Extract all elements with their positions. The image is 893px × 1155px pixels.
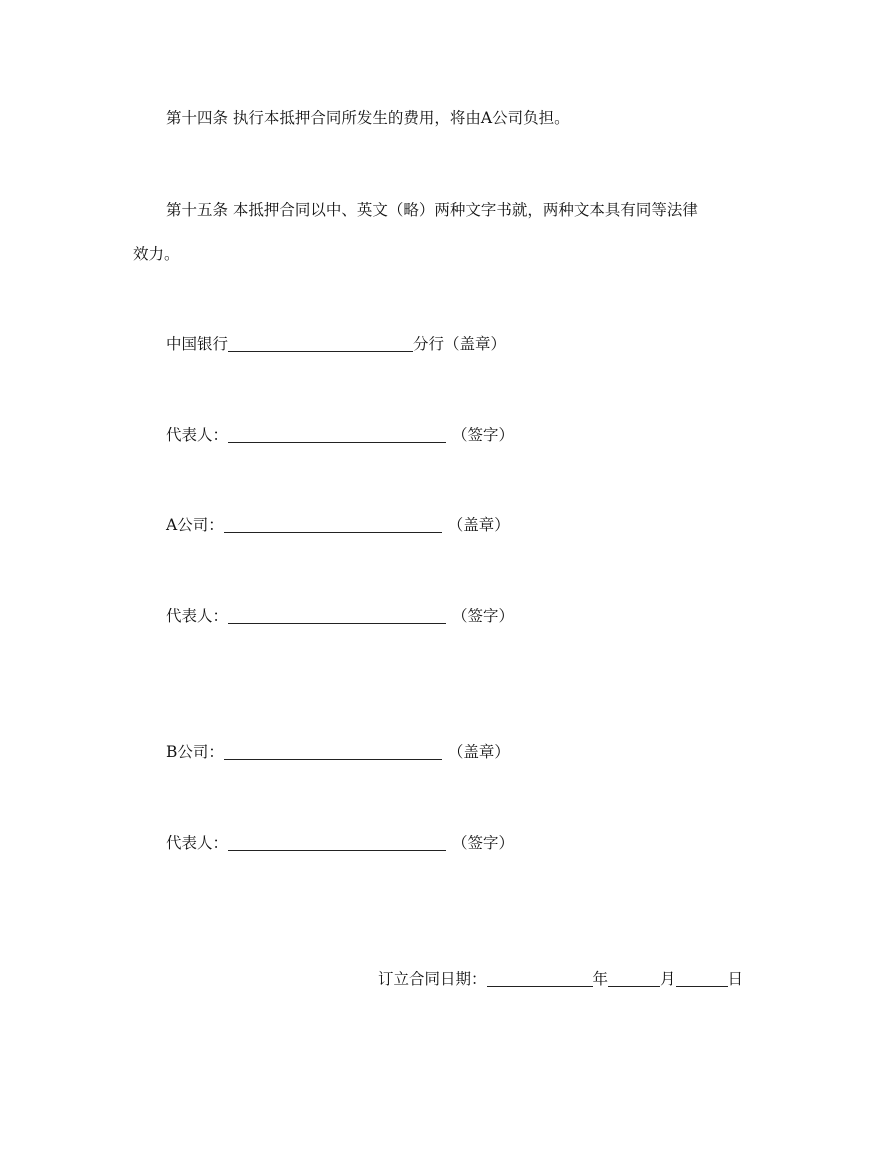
year-label: 年 [592,970,609,988]
company-b-row [166,742,510,762]
month-blank[interactable] [608,970,660,987]
company-b-rep-label: 代表人： [166,834,229,852]
bank-branch-blank[interactable] [228,335,413,352]
bank-seal-note: 分行（盖章） [413,335,507,353]
year-blank[interactable] [487,970,593,987]
company-a-rep-note: （签字） [452,607,515,625]
clause-15-line-1: 第十五条 本抵押合同以中、英文（略）两种文字书就，两种文本具有同等法律 [166,201,698,219]
company-b-rep-note: （签字） [452,834,515,852]
company-b-rep-row [166,833,514,853]
bank-rep-note: （签字） [452,426,515,444]
company-a-row [166,515,510,535]
company-b-note: （盖章） [447,743,510,761]
date-label: 订立合同日期： [378,970,487,988]
company-b-rep-blank[interactable] [228,834,446,851]
bank-rep-blank[interactable] [228,426,446,443]
bank-label: 中国银行 [166,335,229,353]
bank-rep-label: 代表人： [166,426,229,444]
company-a-rep-label: 代表人： [166,607,229,625]
clause-14: 第十四条 执行本抵押合同所发生的费用，将由A公司负担。 [166,109,570,127]
contract-date-row [378,969,743,989]
bank-signature-row [166,334,506,354]
company-a-label: A公司： [166,516,224,534]
company-a-rep-row [166,606,514,626]
day-blank[interactable] [676,970,728,987]
company-b-blank[interactable] [224,743,442,760]
company-a-note: （盖章） [447,516,510,534]
day-label: 日 [727,970,744,988]
clause-15-line-2: 效力。 [133,245,180,263]
company-b-label: B公司： [166,743,224,761]
company-a-rep-blank[interactable] [228,607,446,624]
bank-rep-row [166,425,514,445]
company-a-blank[interactable] [224,516,442,533]
month-label: 月 [660,970,676,988]
